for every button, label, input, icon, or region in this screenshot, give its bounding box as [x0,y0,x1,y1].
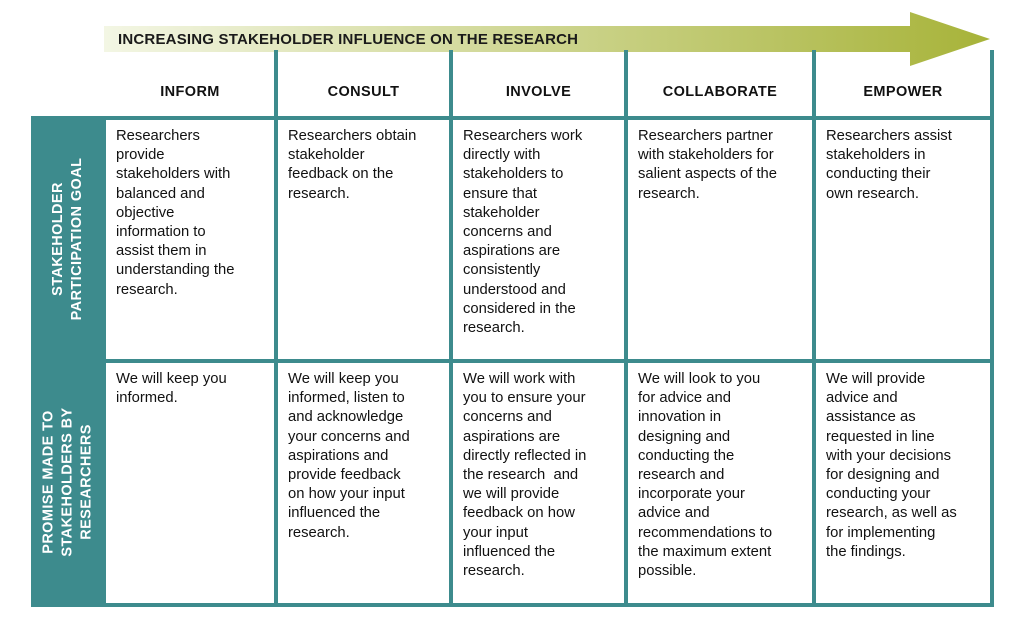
grid-hline [31,116,994,120]
cell-line: directly with [463,147,541,164]
cell-line: research. [288,185,350,202]
cell-inform-goal [116,127,270,300]
grid-vline [274,50,278,607]
cell-line: provide feedback [288,467,401,484]
column-header-collaborate: COLLABORATE [662,84,778,100]
cell-line: stakeholder [288,147,365,164]
cell-line: research, as well as [826,505,957,522]
cell-line: for advice and [638,390,731,407]
grid-vline [449,50,453,607]
cell-line: possible. [638,563,697,580]
cell-line: stakeholders with [116,166,231,183]
cell-involve-promise [463,370,620,581]
cell-line: research and [638,467,725,484]
cell-line: influenced the [463,543,556,560]
column-header-involve: INVOLVE [505,84,572,100]
cell-line: we will provide [463,486,560,503]
cell-line: salient aspects of the [638,166,778,183]
cell-line: with stakeholders for [638,147,774,164]
row-label-text [49,157,87,320]
cell-line: directly reflected in [463,447,587,464]
cell-line: advice and [826,390,898,407]
cell-line: designing and [638,428,731,445]
cell-line: assist them in [116,243,207,260]
cell-line: stakeholders in [826,147,926,164]
cell-line: own research. [826,185,919,202]
cell-line: stakeholder [463,204,540,221]
row-label-line: PARTICIPATION GOAL [68,157,85,320]
grid-vline [990,50,994,607]
cell-inform-promise [116,370,270,408]
cell-line: aspirations are [463,243,561,260]
cell-line: recommendations to [638,524,773,541]
cell-consult-promise [288,370,445,543]
cell-line: informed. [116,390,178,407]
cell-line: stakeholders to [463,166,564,183]
cell-line: Researchers obtain [288,128,417,144]
cell-line: concerns and [463,224,552,241]
cell-line: conducting the [638,447,735,464]
cell-line: feedback on how [463,505,575,522]
cell-line: understanding the [116,262,235,279]
cell-line: on how your input [288,486,405,503]
cell-line: balanced and [116,185,205,202]
cell-line: research. [638,185,700,202]
cell-line: and acknowledge [288,409,404,426]
cell-line: understood and [463,281,566,298]
row-label-participation-goal [31,118,104,359]
cell-line: for implementing [826,524,936,541]
cell-line: incorporate your [638,486,745,503]
cell-line: influenced the [288,505,381,522]
cell-line: assistance as [826,409,916,426]
cell-line: information to [116,224,206,241]
cell-line: requested in line [826,428,935,445]
row-label-line: PROMISE MADE TO [40,410,56,554]
cell-line: We will provide [826,371,926,387]
cell-line: informed, listen to [288,390,405,407]
cell-line: Researchers work [463,128,583,144]
column-header-inform: INFORM [160,84,220,100]
row-label-text [39,407,96,556]
cell-line: We will work with [463,371,576,387]
cell-line: innovation in [638,409,722,426]
cell-line: your input [463,524,528,541]
cell-line: with your decisions [826,447,952,464]
column-header-consult: CONSULT [327,84,400,100]
cell-line: the research and [463,467,579,484]
cell-line: Researchers [116,128,200,144]
cell-consult-goal [288,127,445,204]
grid-vline [624,50,628,607]
cell-line: We will look to you [638,371,761,387]
cell-line: conducting your [826,486,931,503]
cell-line: considered in the [463,300,576,317]
cell-line: We will keep you [288,371,399,387]
cell-line: aspirations and [288,447,389,464]
cell-line: Researchers assist [826,128,952,144]
cell-line: research. [116,281,178,298]
row-label-promise [31,361,104,603]
cell-line: your concerns and [288,428,410,445]
grid-hline [31,359,994,363]
cell-line: objective [116,204,175,221]
cell-empower-goal [826,127,986,204]
cell-line: the maximum extent [638,543,772,560]
column-header-empower: EMPOWER [863,84,943,100]
row-label-line: STAKEHOLDER [49,181,66,296]
row-label-line: RESEARCHERS [78,424,94,540]
cell-line: provide [116,147,165,164]
cell-line: We will keep you [116,371,227,387]
row-label-line: STAKEHOLDERS BY [59,407,75,557]
cell-line: concerns and [463,409,552,426]
cell-line: research. [463,563,525,580]
cell-empower-promise [826,370,986,562]
grid-vline [812,50,816,607]
cell-line: Researchers partner [638,128,773,144]
cell-line: feedback on the [288,166,394,183]
cell-collaborate-goal [638,127,808,204]
cell-line: aspirations are [463,428,561,445]
cell-line: the findings. [826,543,906,560]
cell-involve-goal [463,127,620,338]
cell-line: research. [288,524,350,541]
cell-line: conducting their [826,166,931,183]
cell-line: consistently [463,262,541,279]
cell-line: research. [463,320,525,337]
arrow-label: INCREASING STAKEHOLDER INFLUENCE ON THE RESEARCH [118,31,579,48]
cell-line: advice and [638,505,710,522]
cell-line: for designing and [826,467,940,484]
cell-line: you to ensure your [463,390,586,407]
cell-collaborate-promise [638,370,808,581]
cell-line: ensure that [463,185,538,202]
grid-hline [31,603,994,607]
